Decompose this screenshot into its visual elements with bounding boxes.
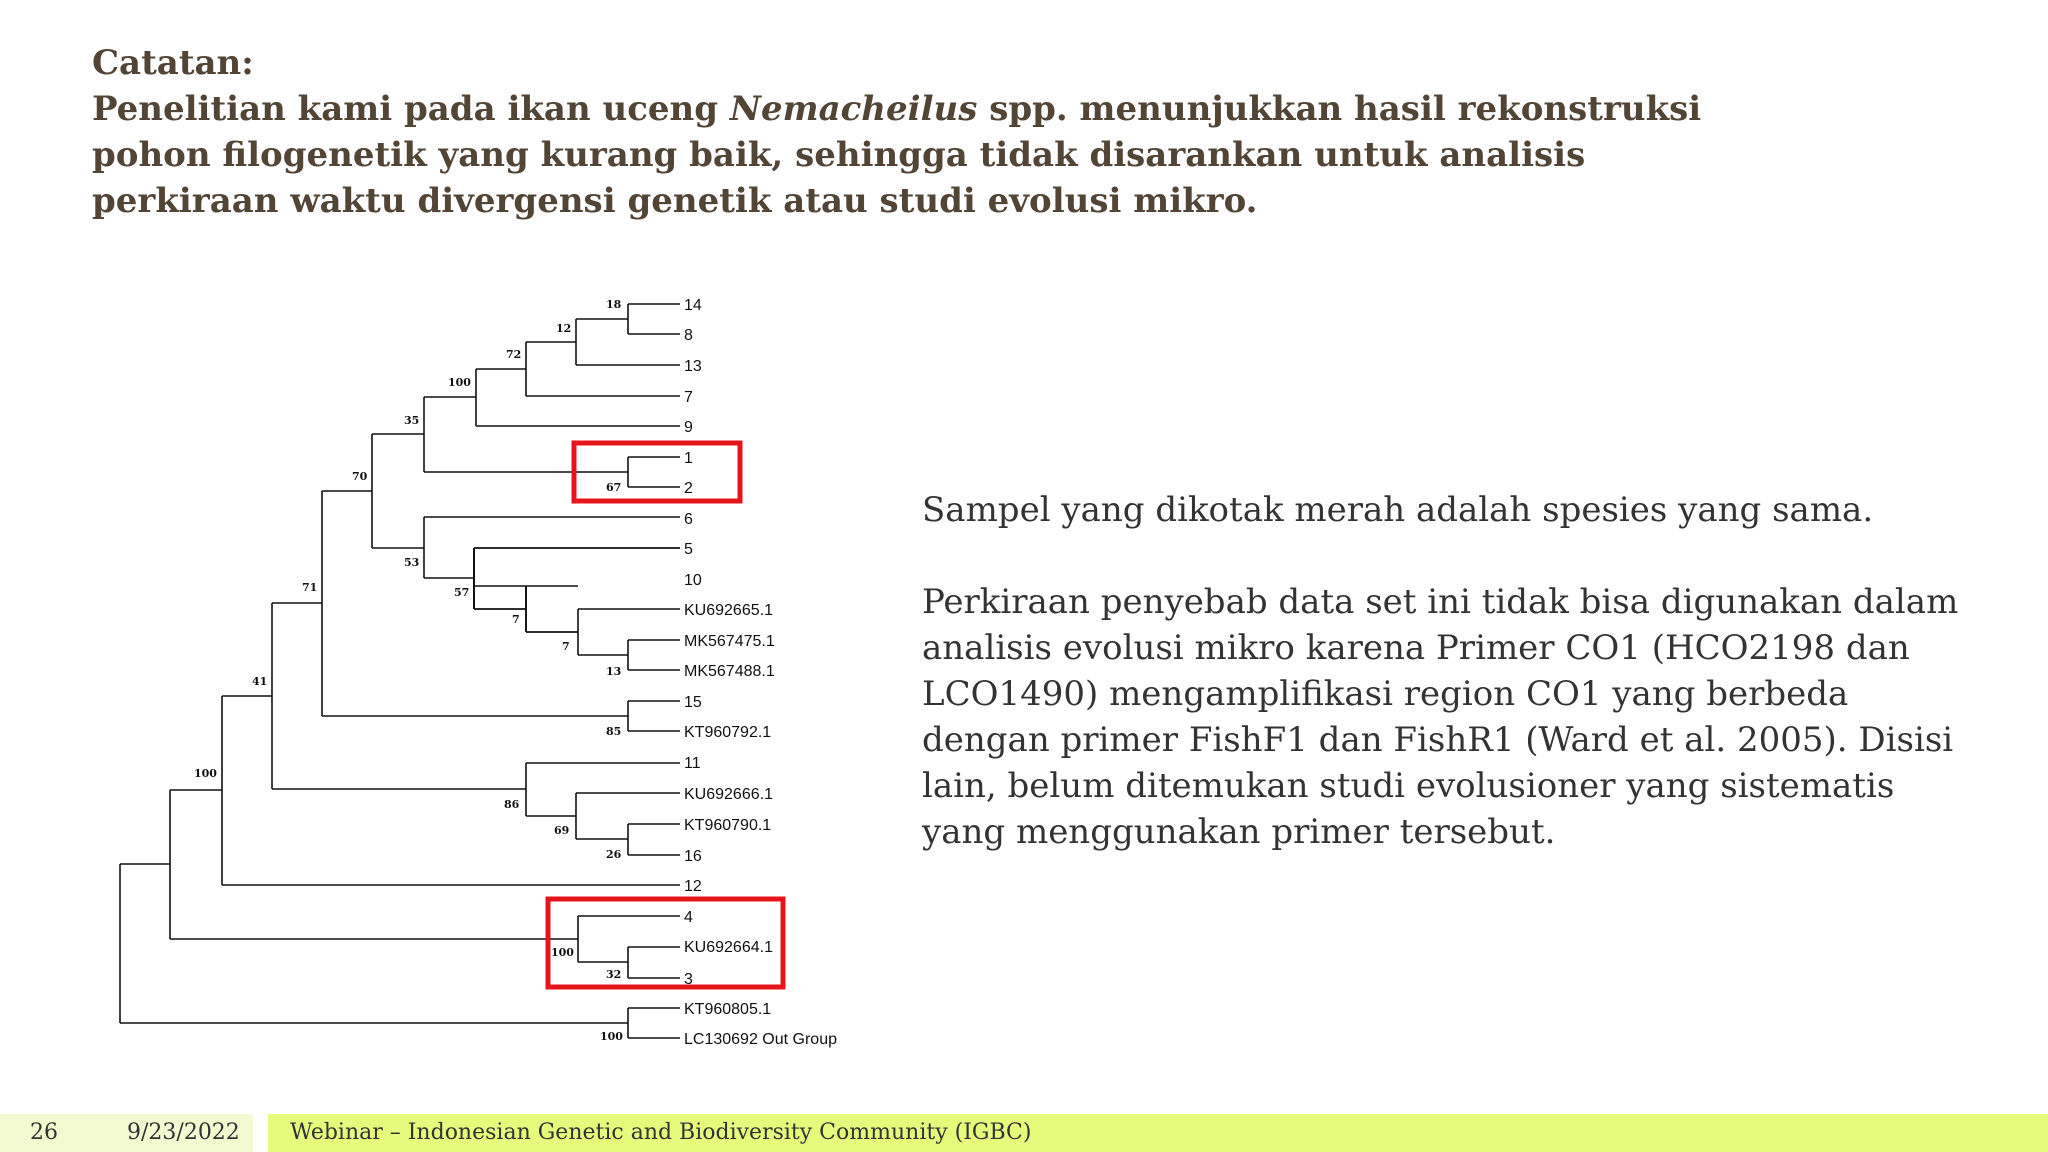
note-body-end: spp. menunjukkan hasil rekonstruksi pohon filogenetik yang kurang baik, sehingga tidak disarankan untuk analisis perkiraan waktu divergensi genetik atau studi evolusi mikro. [92,89,1702,221]
leaf-label: 13 [684,358,702,375]
leaf-label: 2 [684,480,693,497]
bootstrap-value: 12 [556,322,572,335]
leaf-label: 1 [684,450,693,467]
explanation-paragraph-2: Perkiraan penyebab data set ini tidak bisa digunakan dalam analisis evolusi mikro karena Primer CO1 (HCO2198 dan LCO1490) mengamplifikasi region CO1 yang berbeda dengan primer FishF1 dan FishR1 (Ward et al. 2005). Disisi lain, belum ditemukan studi evolusioner yang sistematis yang menggunakan primer tersebut. [922,582,1959,852]
bootstrap-values [194,298,623,1043]
branch [120,864,628,1023]
bootstrap-value: 26 [606,848,622,861]
bootstrap-value: 86 [504,798,520,811]
bootstrap-value: 71 [302,581,318,594]
branch [526,342,680,396]
note-heading: Catatan: [92,43,254,83]
branch [526,586,578,632]
bootstrap-value: 18 [606,298,622,311]
bootstrap-value: 100 [600,1030,623,1043]
branch [272,603,526,789]
slide-date: 9/23/2022 [127,1120,240,1145]
branch [474,548,526,609]
leaf-label: 9 [684,419,693,436]
branch [372,434,424,548]
leaf-label: KT960805.1 [684,1001,772,1018]
leaf-label: 14 [684,297,702,314]
branch [628,824,680,855]
bootstrap-value: 7 [512,613,520,626]
bootstrap-value: 100 [194,767,217,780]
explanation-paragraph-1: Sampel yang dikotak merah adalah spesies yang sama. [922,490,1874,530]
bootstrap-value: 100 [448,376,471,389]
tree-branches [120,304,680,1038]
leaf-label: KU692666.1 [684,786,773,803]
phylogenetic-tree [0,0,900,1100]
branch [578,916,680,962]
bootstrap-value: 70 [352,470,368,483]
bootstrap-value: 32 [606,968,622,981]
leaf-label: 4 [684,909,693,926]
leaf-label: 10 [684,572,702,589]
bootstrap-value: 72 [506,348,522,361]
leaf-label: 3 [684,971,693,988]
leaf-label: MK567475.1 [684,633,775,650]
branch [526,763,680,816]
branch [170,790,578,939]
leaf-label: 12 [684,878,702,895]
bootstrap-value: 69 [554,824,570,837]
branch [474,548,680,609]
leaf-label: 8 [684,327,693,344]
bootstrap-value: 13 [606,665,622,678]
footer-page-box [0,1114,85,1152]
bootstrap-value: 35 [404,414,420,427]
bootstrap-value: 57 [454,586,470,599]
branch [578,609,680,655]
branch [628,304,680,334]
side-explanation [922,487,1982,855]
bootstrap-value: 7 [562,640,570,653]
branch [474,548,680,609]
branch [628,457,680,487]
leaf-label: KT960790.1 [684,817,772,834]
bootstrap-value: 85 [606,725,622,738]
leaf-label: KU692665.1 [684,602,773,619]
branch [628,947,680,978]
branch [322,491,628,716]
slide-footer [0,1114,2048,1152]
genus-name: Nemacheilus [729,89,978,129]
leaf-label: 11 [684,755,701,772]
branch [424,397,628,472]
footer-title-box [268,1114,2048,1152]
leaf-labels [684,297,837,1048]
leaf-label: MK567488.1 [684,663,775,680]
leaf-label: 7 [684,389,693,406]
leaf-label: 6 [684,511,693,528]
note-body-start: Penelitian kami pada ikan uceng [92,89,730,129]
footer-date-box [85,1114,253,1152]
leaf-label: LC130692 Out Group [684,1031,837,1048]
slide-number: 26 [30,1120,58,1145]
branch [628,701,680,731]
bootstrap-value: 41 [252,675,268,688]
branch [628,640,680,670]
bootstrap-value: 53 [404,556,420,569]
leaf-label: 5 [684,541,693,558]
footer-title: Webinar – Indonesian Genetic and Biodiversity Community (IGBC) [290,1120,1032,1145]
bootstrap-value: 67 [606,481,622,494]
branch [476,369,680,426]
highlight-boxes [548,443,783,987]
leaf-label: KT960792.1 [684,724,772,741]
leaf-label: KU692664.1 [684,939,773,956]
branch [628,1008,680,1038]
leaf-label: 16 [684,848,702,865]
bootstrap-value: 100 [551,946,574,959]
branch [526,586,578,632]
leaf-label: 15 [684,694,702,711]
